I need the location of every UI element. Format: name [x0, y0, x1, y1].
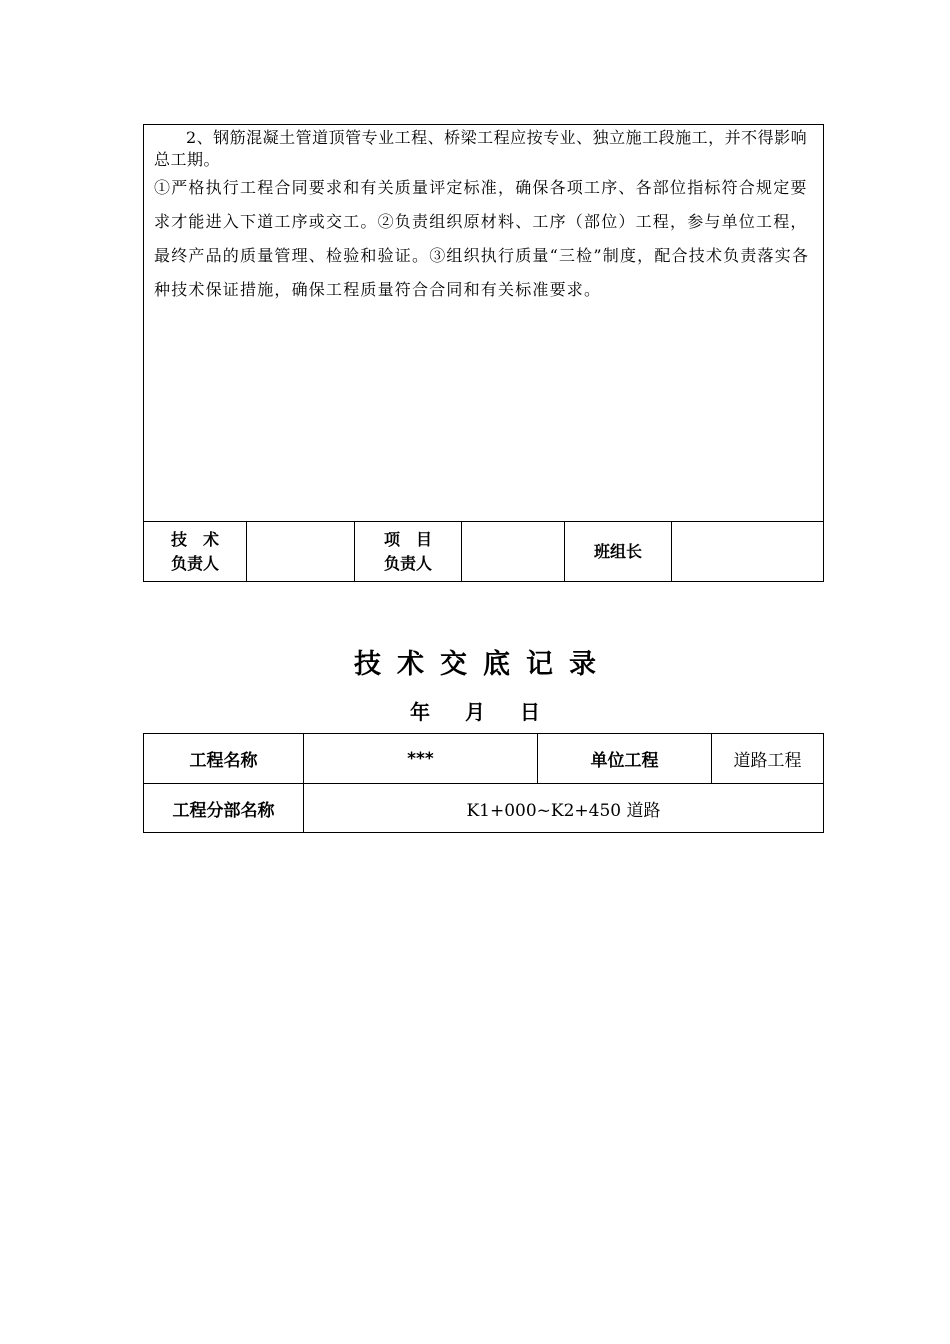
team-leader-signature[interactable]: [672, 522, 823, 581]
tech-lead-label: [144, 522, 247, 581]
tech-lead-signature[interactable]: [247, 522, 355, 581]
sub-project-label: 工程分部名称: [144, 784, 304, 832]
project-info-table: [143, 733, 824, 833]
disclosure-form: [143, 124, 824, 582]
tech-lead-label-line1: 技 术: [170, 529, 219, 549]
sub-project-value: K1+000~K2+450 道路: [466, 800, 661, 821]
project-lead-label: [355, 522, 462, 581]
record-title: 技术交底记录: [354, 649, 612, 680]
disclosure-paragraph-2: ①严格执行工程合同要求和有关质量评定标准，确保各项工序、各部位指标符合规定要求才能进入下道工序或交工。②负责组织原材料、工序（部位）工程，参与单位工程，最终产品的质量管理、检验和验证。③组织执行质量“三检”制度，配合技术负责落实各种技术保证措施，确保工程质量符合合同和有关标准要求。: [154, 178, 810, 299]
project-lead-label-line1: 项 目: [383, 529, 432, 549]
record-date: 年 月 日: [410, 700, 540, 724]
tech-lead-label-line2: 负责人: [170, 553, 219, 573]
project-name-label: 工程名称: [144, 734, 304, 784]
team-leader-label: 班组长: [565, 522, 672, 581]
project-lead-signature[interactable]: [462, 522, 565, 581]
unit-project-value: 道路工程: [712, 734, 823, 784]
signature-row: [144, 522, 823, 581]
unit-project-label: 单位工程: [538, 734, 712, 784]
project-name-value: ***: [304, 734, 538, 784]
disclosure-content: [144, 125, 823, 522]
disclosure-paragraph-1: 2、钢筋混凝土管道顶管专业工程、桥梁工程应按专业、独立施工段施工，并不得影响总工期。: [154, 128, 808, 169]
project-lead-label-line2: 负责人: [383, 553, 432, 573]
